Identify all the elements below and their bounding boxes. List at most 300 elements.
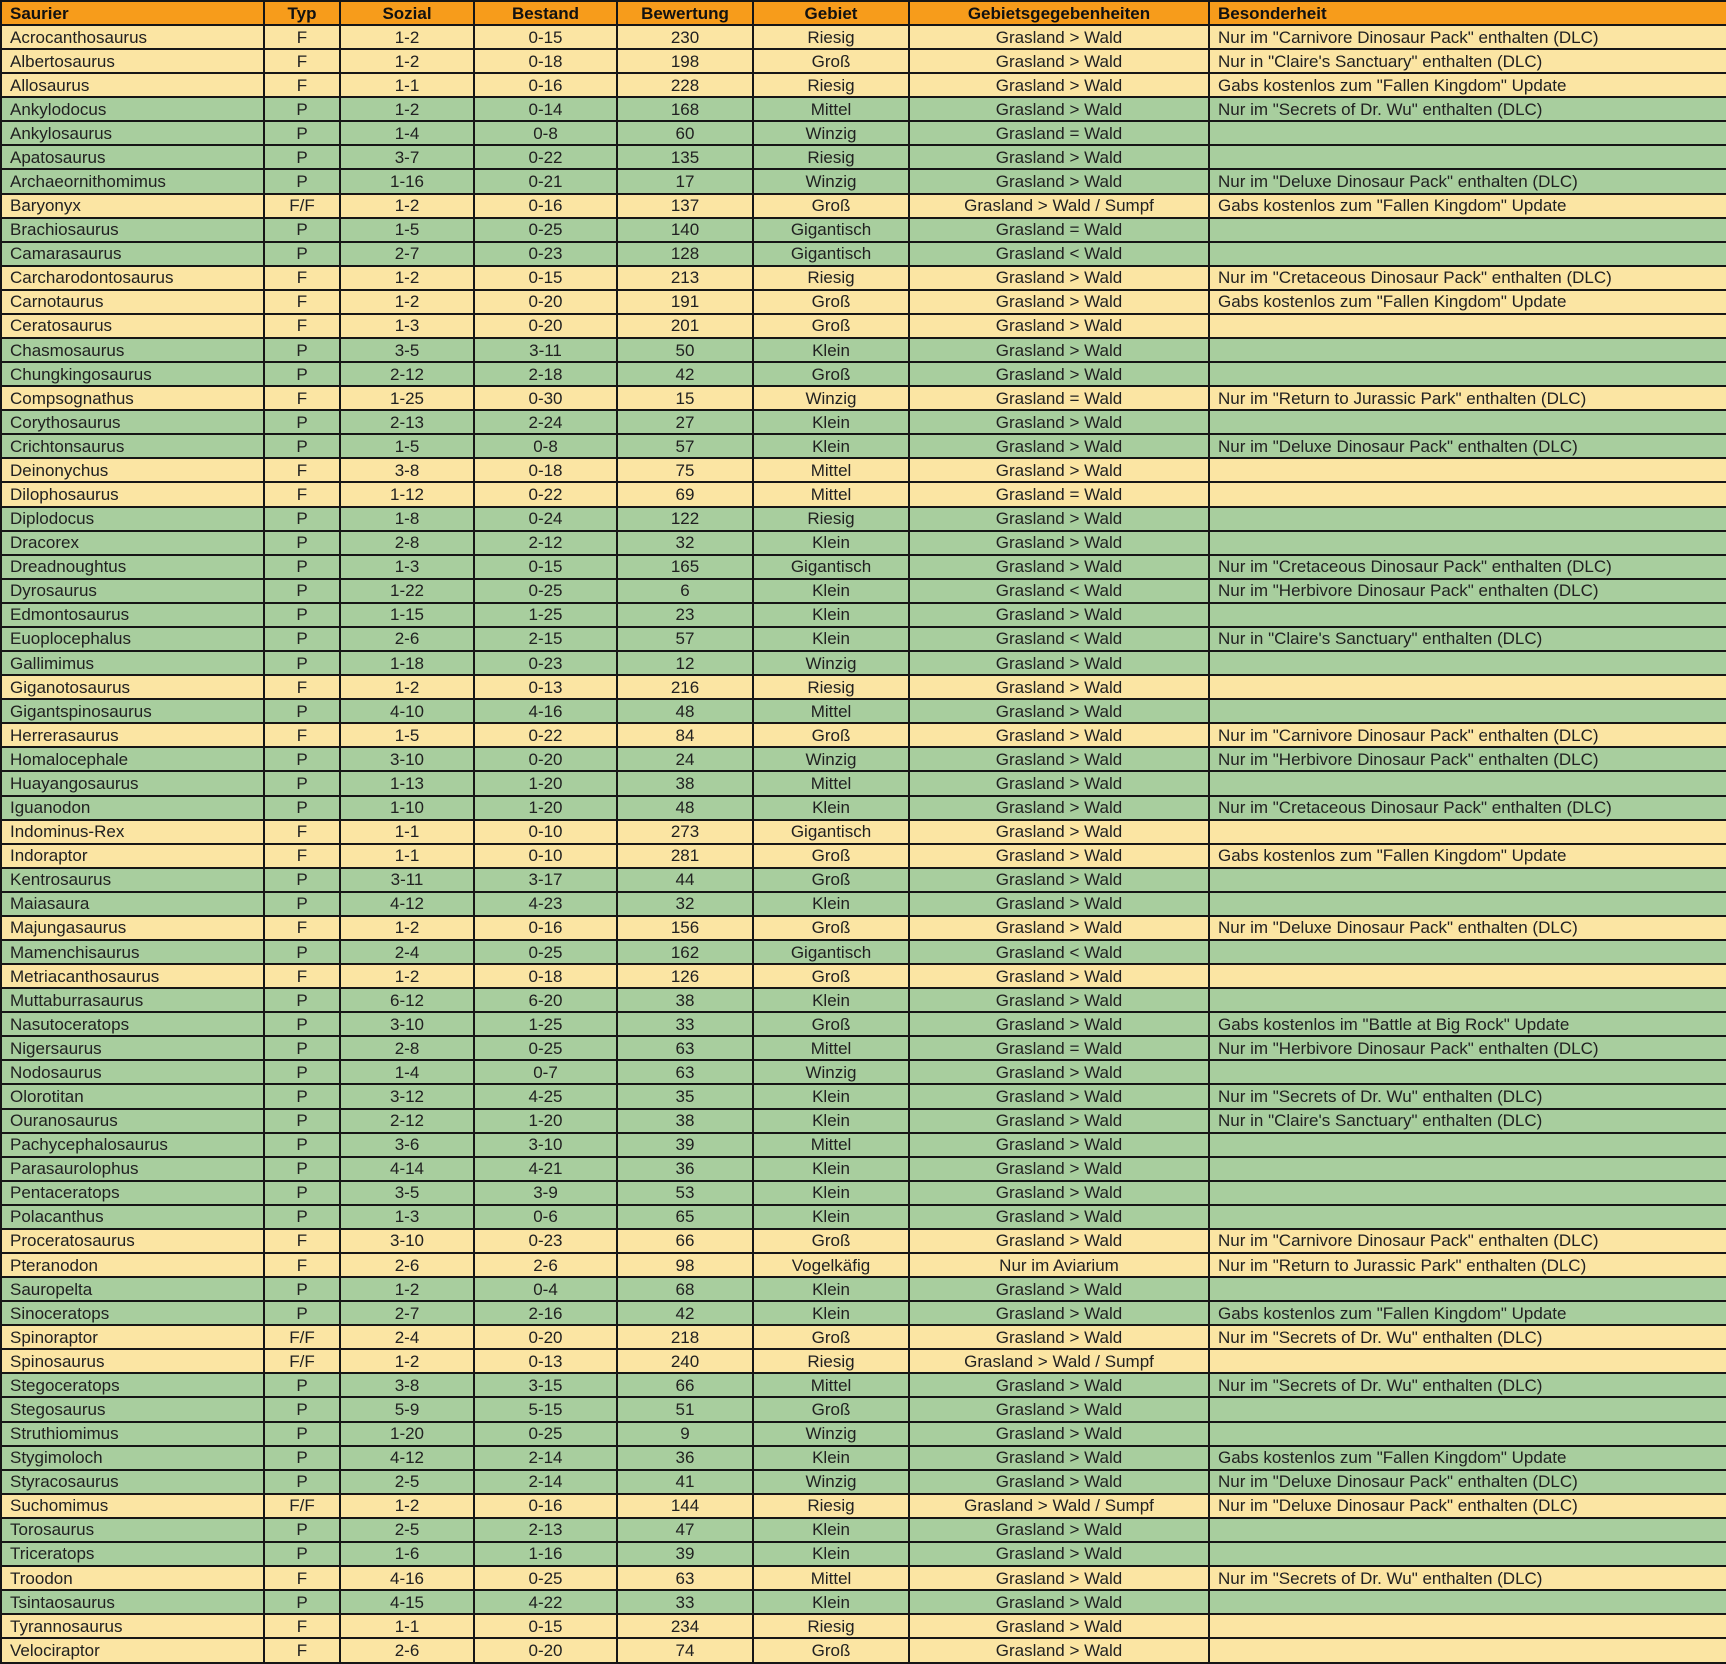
cell-gebietsgegebenheiten: Grasland > Wald: [909, 1397, 1209, 1421]
cell-gebietsgegebenheiten: Grasland > Wald / Sumpf: [909, 194, 1209, 218]
cell-sozial: 2-6: [340, 1253, 474, 1277]
cell-sozial: 1-4: [340, 121, 474, 145]
cell-saurier: Suchomimus: [1, 1494, 264, 1518]
cell-gebiet: Mittel: [753, 1373, 909, 1397]
cell-gebiet: Groß: [753, 362, 909, 386]
table-row: [1, 699, 1726, 723]
cell-bewertung: 156: [617, 916, 753, 940]
cell-saurier: Chungkingosaurus: [1, 362, 264, 386]
cell-besonderheit: [1209, 964, 1726, 988]
cell-saurier: Ankylodocus: [1, 97, 264, 121]
table-row: [1, 723, 1726, 747]
cell-gebietsgegebenheiten: Grasland > Wald: [909, 1470, 1209, 1494]
cell-bestand: 4-21: [474, 1157, 617, 1181]
table-row: [1, 1446, 1726, 1470]
table-row: [1, 627, 1726, 651]
cell-gebietsgegebenheiten: Grasland > Wald: [909, 25, 1209, 49]
cell-bewertung: 9: [617, 1422, 753, 1446]
cell-bestand: 0-23: [474, 1229, 617, 1253]
cell-gebiet: Klein: [753, 796, 909, 820]
cell-gebietsgegebenheiten: Grasland > Wald: [909, 1446, 1209, 1470]
cell-bewertung: 53: [617, 1181, 753, 1205]
cell-saurier: Parasaurolophus: [1, 1157, 264, 1181]
cell-typ: F/F: [264, 1494, 340, 1518]
cell-bewertung: 38: [617, 988, 753, 1012]
cell-gebiet: Groß: [753, 916, 909, 940]
table-row: [1, 1566, 1726, 1590]
table-row: [1, 458, 1726, 482]
cell-saurier: Ouranosaurus: [1, 1109, 264, 1133]
cell-saurier: Stegosaurus: [1, 1397, 264, 1421]
cell-saurier: Euoplocephalus: [1, 627, 264, 651]
cell-bestand: 0-4: [474, 1277, 617, 1301]
cell-bestand: 0-20: [474, 314, 617, 338]
cell-bewertung: 69: [617, 482, 753, 506]
cell-typ: F/F: [264, 1349, 340, 1373]
cell-gebietsgegebenheiten: Grasland > Wald: [909, 49, 1209, 73]
cell-besonderheit: [1209, 1205, 1726, 1229]
cell-bestand: 0-15: [474, 555, 617, 579]
table-row: [1, 675, 1726, 699]
cell-sozial: 2-4: [340, 940, 474, 964]
cell-typ: P: [264, 1422, 340, 1446]
cell-bewertung: 191: [617, 290, 753, 314]
cell-gebiet: Riesig: [753, 1494, 909, 1518]
cell-gebietsgegebenheiten: Grasland > Wald: [909, 1325, 1209, 1349]
cell-gebietsgegebenheiten: Grasland > Wald: [909, 434, 1209, 458]
cell-typ: P: [264, 145, 340, 169]
cell-sozial: 1-6: [340, 1542, 474, 1566]
cell-besonderheit: [1209, 1638, 1726, 1663]
cell-gebietsgegebenheiten: Grasland > Wald: [909, 1422, 1209, 1446]
cell-gebietsgegebenheiten: Grasland > Wald: [909, 1614, 1209, 1638]
cell-bewertung: 63: [617, 1566, 753, 1590]
table-row: [1, 362, 1726, 386]
cell-besonderheit: [1209, 1060, 1726, 1084]
cell-sozial: 2-12: [340, 362, 474, 386]
cell-gebiet: Groß: [753, 1397, 909, 1421]
cell-bewertung: 65: [617, 1205, 753, 1229]
cell-sozial: 2-6: [340, 1638, 474, 1663]
table-row: [1, 1181, 1726, 1205]
table-row: [1, 194, 1726, 218]
cell-sozial: 3-5: [340, 338, 474, 362]
cell-gebiet: Groß: [753, 314, 909, 338]
cell-typ: P: [264, 410, 340, 434]
cell-typ: P: [264, 362, 340, 386]
cell-bestand: 0-18: [474, 964, 617, 988]
cell-gebiet: Vogelkäfig: [753, 1253, 909, 1277]
cell-gebietsgegebenheiten: Grasland > Wald: [909, 747, 1209, 771]
cell-gebiet: Groß: [753, 868, 909, 892]
cell-besonderheit: [1209, 1590, 1726, 1614]
cell-gebietsgegebenheiten: Grasland > Wald: [909, 1518, 1209, 1542]
cell-gebiet: Groß: [753, 1012, 909, 1036]
cell-bewertung: 68: [617, 1277, 753, 1301]
table-row: [1, 266, 1726, 290]
cell-bestand: 0-30: [474, 386, 617, 410]
cell-gebietsgegebenheiten: Grasland > Wald: [909, 555, 1209, 579]
cell-typ: P: [264, 1590, 340, 1614]
table-row: [1, 1470, 1726, 1494]
cell-gebietsgegebenheiten: Grasland > Wald: [909, 1638, 1209, 1663]
cell-saurier: Muttaburrasaurus: [1, 988, 264, 1012]
table-row: [1, 1614, 1726, 1638]
cell-typ: P: [264, 1397, 340, 1421]
cell-gebiet: Riesig: [753, 145, 909, 169]
cell-bestand: 2-16: [474, 1301, 617, 1325]
cell-typ: P: [264, 1301, 340, 1325]
column-header-besonderheit: Besonderheit: [1209, 1, 1726, 25]
cell-sozial: 3-6: [340, 1133, 474, 1157]
cell-bewertung: 57: [617, 434, 753, 458]
cell-gebiet: Mittel: [753, 699, 909, 723]
cell-gebietsgegebenheiten: Grasland > Wald: [909, 1229, 1209, 1253]
cell-saurier: Mamenchisaurus: [1, 940, 264, 964]
cell-typ: P: [264, 507, 340, 531]
cell-sozial: 1-2: [340, 916, 474, 940]
cell-bestand: 0-25: [474, 1036, 617, 1060]
cell-sozial: 1-1: [340, 73, 474, 97]
cell-gebiet: Mittel: [753, 1566, 909, 1590]
column-header-bestand: Bestand: [474, 1, 617, 25]
cell-gebiet: Klein: [753, 531, 909, 555]
cell-sozial: 3-8: [340, 458, 474, 482]
table-row: [1, 892, 1726, 916]
cell-saurier: Iguanodon: [1, 796, 264, 820]
cell-saurier: Nasutoceratops: [1, 1012, 264, 1036]
cell-typ: P: [264, 1518, 340, 1542]
table-row: [1, 1084, 1726, 1108]
column-header-gebietsgegebenheiten: Gebietsgegebenheiten: [909, 1, 1209, 25]
cell-bewertung: 216: [617, 675, 753, 699]
cell-sozial: 2-6: [340, 627, 474, 651]
cell-sozial: 1-22: [340, 579, 474, 603]
cell-saurier: Gallimimus: [1, 651, 264, 675]
cell-gebiet: Riesig: [753, 1614, 909, 1638]
cell-sozial: 4-10: [340, 699, 474, 723]
cell-bewertung: 144: [617, 1494, 753, 1518]
cell-saurier: Edmontosaurus: [1, 603, 264, 627]
cell-bewertung: 32: [617, 892, 753, 916]
cell-besonderheit: Gabs kostenlos zum "Fallen Kingdom" Update: [1209, 844, 1726, 868]
cell-bestand: 4-25: [474, 1084, 617, 1108]
cell-gebietsgegebenheiten: Grasland > Wald: [909, 1133, 1209, 1157]
cell-gebiet: Klein: [753, 1446, 909, 1470]
cell-sozial: 6-12: [340, 988, 474, 1012]
cell-gebietsgegebenheiten: Grasland > Wald / Sumpf: [909, 1494, 1209, 1518]
cell-sozial: 1-16: [340, 169, 474, 193]
cell-saurier: Camarasaurus: [1, 242, 264, 266]
cell-besonderheit: Nur in "Claire's Sanctuary" enthalten (DLC): [1209, 1109, 1726, 1133]
cell-typ: P: [264, 796, 340, 820]
cell-bestand: 0-15: [474, 1614, 617, 1638]
table-row: [1, 482, 1726, 506]
table-row: [1, 796, 1726, 820]
cell-saurier: Diplodocus: [1, 507, 264, 531]
cell-gebietsgegebenheiten: Grasland > Wald: [909, 1060, 1209, 1084]
cell-besonderheit: [1209, 1397, 1726, 1421]
cell-gebiet: Winzig: [753, 121, 909, 145]
cell-gebietsgegebenheiten: Grasland > Wald: [909, 410, 1209, 434]
cell-typ: P: [264, 121, 340, 145]
cell-gebiet: Winzig: [753, 386, 909, 410]
cell-sozial: 1-10: [340, 796, 474, 820]
table-row: [1, 25, 1726, 49]
cell-sozial: 1-1: [340, 844, 474, 868]
cell-typ: F: [264, 290, 340, 314]
cell-gebiet: Mittel: [753, 97, 909, 121]
cell-saurier: Pachycephalosaurus: [1, 1133, 264, 1157]
cell-bestand: 1-20: [474, 796, 617, 820]
cell-besonderheit: Nur im "Cretaceous Dinosaur Pack" enthalten (DLC): [1209, 266, 1726, 290]
cell-sozial: 2-4: [340, 1325, 474, 1349]
cell-gebietsgegebenheiten: Grasland > Wald: [909, 169, 1209, 193]
cell-sozial: 2-12: [340, 1109, 474, 1133]
cell-gebietsgegebenheiten: Grasland > Wald: [909, 145, 1209, 169]
table-row: [1, 603, 1726, 627]
cell-sozial: 4-15: [340, 1590, 474, 1614]
cell-bewertung: 33: [617, 1012, 753, 1036]
cell-bewertung: 17: [617, 169, 753, 193]
cell-saurier: Ankylosaurus: [1, 121, 264, 145]
cell-gebiet: Groß: [753, 1638, 909, 1663]
cell-sozial: 1-2: [340, 1494, 474, 1518]
cell-saurier: Albertosaurus: [1, 49, 264, 73]
cell-gebiet: Klein: [753, 1518, 909, 1542]
cell-bestand: 0-15: [474, 25, 617, 49]
cell-gebietsgegebenheiten: Grasland > Wald: [909, 1590, 1209, 1614]
cell-typ: P: [264, 1012, 340, 1036]
cell-besonderheit: [1209, 218, 1726, 242]
table-row: [1, 1012, 1726, 1036]
cell-typ: P: [264, 555, 340, 579]
cell-saurier: Struthiomimus: [1, 1422, 264, 1446]
cell-bestand: 0-15: [474, 266, 617, 290]
cell-gebietsgegebenheiten: Grasland > Wald: [909, 1566, 1209, 1590]
cell-gebiet: Riesig: [753, 507, 909, 531]
cell-sozial: 2-5: [340, 1470, 474, 1494]
cell-gebiet: Winzig: [753, 651, 909, 675]
cell-typ: P: [264, 699, 340, 723]
cell-typ: P: [264, 1470, 340, 1494]
cell-typ: F: [264, 1638, 340, 1663]
cell-saurier: Maiasaura: [1, 892, 264, 916]
cell-bewertung: 140: [617, 218, 753, 242]
cell-sozial: 1-25: [340, 386, 474, 410]
cell-bewertung: 63: [617, 1036, 753, 1060]
cell-bewertung: 32: [617, 531, 753, 555]
cell-besonderheit: [1209, 1277, 1726, 1301]
cell-saurier: Giganotosaurus: [1, 675, 264, 699]
cell-saurier: Nodosaurus: [1, 1060, 264, 1084]
cell-bewertung: 126: [617, 964, 753, 988]
cell-gebietsgegebenheiten: Grasland > Wald / Sumpf: [909, 1349, 1209, 1373]
cell-bestand: 0-8: [474, 121, 617, 145]
cell-gebiet: Klein: [753, 1277, 909, 1301]
cell-sozial: 1-20: [340, 1422, 474, 1446]
cell-gebietsgegebenheiten: Grasland > Wald: [909, 892, 1209, 916]
cell-typ: F/F: [264, 1325, 340, 1349]
cell-typ: F: [264, 723, 340, 747]
cell-gebietsgegebenheiten: Grasland > Wald: [909, 1012, 1209, 1036]
table-row: [1, 218, 1726, 242]
table-row: [1, 121, 1726, 145]
cell-besonderheit: Nur im "Deluxe Dinosaur Pack" enthalten (DLC): [1209, 1494, 1726, 1518]
cell-bewertung: 122: [617, 507, 753, 531]
cell-besonderheit: Gabs kostenlos im "Battle at Big Rock" Update: [1209, 1012, 1726, 1036]
cell-besonderheit: Nur im "Cretaceous Dinosaur Pack" enthalten (DLC): [1209, 555, 1726, 579]
cell-besonderheit: Nur im "Deluxe Dinosaur Pack" enthalten (DLC): [1209, 169, 1726, 193]
table-body: [1, 25, 1726, 1663]
cell-besonderheit: [1209, 1518, 1726, 1542]
cell-bewertung: 39: [617, 1542, 753, 1566]
cell-bewertung: 281: [617, 844, 753, 868]
cell-saurier: Brachiosaurus: [1, 218, 264, 242]
cell-gebietsgegebenheiten: Grasland > Wald: [909, 73, 1209, 97]
table-row: [1, 1542, 1726, 1566]
cell-gebiet: Gigantisch: [753, 940, 909, 964]
cell-typ: P: [264, 1109, 340, 1133]
cell-gebiet: Winzig: [753, 747, 909, 771]
cell-typ: P: [264, 940, 340, 964]
table-row: [1, 1229, 1726, 1253]
cell-gebiet: Winzig: [753, 169, 909, 193]
cell-bestand: 3-17: [474, 868, 617, 892]
cell-gebietsgegebenheiten: Grasland > Wald: [909, 507, 1209, 531]
cell-gebietsgegebenheiten: Grasland > Wald: [909, 964, 1209, 988]
cell-gebietsgegebenheiten: Grasland > Wald: [909, 1301, 1209, 1325]
cell-besonderheit: Nur in "Claire's Sanctuary" enthalten (DLC): [1209, 627, 1726, 651]
cell-gebietsgegebenheiten: Grasland > Wald: [909, 988, 1209, 1012]
cell-besonderheit: [1209, 458, 1726, 482]
cell-gebietsgegebenheiten: Grasland < Wald: [909, 242, 1209, 266]
cell-besonderheit: [1209, 531, 1726, 555]
cell-gebiet: Klein: [753, 1084, 909, 1108]
cell-gebiet: Klein: [753, 1205, 909, 1229]
cell-gebiet: Klein: [753, 579, 909, 603]
cell-gebiet: Groß: [753, 1229, 909, 1253]
cell-bestand: 0-23: [474, 651, 617, 675]
cell-saurier: Triceratops: [1, 1542, 264, 1566]
cell-bestand: 0-20: [474, 290, 617, 314]
cell-bestand: 1-25: [474, 603, 617, 627]
table-row: [1, 1422, 1726, 1446]
cell-bewertung: 42: [617, 362, 753, 386]
cell-bestand: 5-15: [474, 1397, 617, 1421]
cell-bewertung: 50: [617, 338, 753, 362]
cell-sozial: 2-8: [340, 1036, 474, 1060]
cell-saurier: Velociraptor: [1, 1638, 264, 1663]
table-row: [1, 434, 1726, 458]
cell-bewertung: 201: [617, 314, 753, 338]
table-row: [1, 1109, 1726, 1133]
cell-bestand: 1-16: [474, 1542, 617, 1566]
cell-typ: P: [264, 1036, 340, 1060]
cell-besonderheit: Nur im "Secrets of Dr. Wu" enthalten (DLC): [1209, 1373, 1726, 1397]
table-row: [1, 1494, 1726, 1518]
cell-sozial: 2-7: [340, 1301, 474, 1325]
cell-bewertung: 36: [617, 1157, 753, 1181]
cell-sozial: 1-5: [340, 723, 474, 747]
cell-bestand: 0-25: [474, 218, 617, 242]
cell-sozial: 3-12: [340, 1084, 474, 1108]
cell-bewertung: 137: [617, 194, 753, 218]
cell-besonderheit: [1209, 145, 1726, 169]
cell-bestand: 0-16: [474, 916, 617, 940]
cell-besonderheit: [1209, 1349, 1726, 1373]
cell-sozial: 1-2: [340, 49, 474, 73]
cell-typ: F: [264, 964, 340, 988]
cell-bewertung: 47: [617, 1518, 753, 1542]
table-row: [1, 579, 1726, 603]
cell-besonderheit: Nur im "Return to Jurassic Park" enthalten (DLC): [1209, 386, 1726, 410]
cell-typ: P: [264, 531, 340, 555]
cell-bewertung: 218: [617, 1325, 753, 1349]
cell-saurier: Dyrosaurus: [1, 579, 264, 603]
cell-besonderheit: [1209, 410, 1726, 434]
cell-sozial: 2-7: [340, 242, 474, 266]
cell-saurier: Proceratosaurus: [1, 1229, 264, 1253]
cell-saurier: Gigantspinosaurus: [1, 699, 264, 723]
cell-saurier: Pentaceratops: [1, 1181, 264, 1205]
table-row: [1, 314, 1726, 338]
cell-besonderheit: [1209, 820, 1726, 844]
cell-bestand: 0-20: [474, 1325, 617, 1349]
cell-gebietsgegebenheiten: Grasland = Wald: [909, 218, 1209, 242]
cell-bestand: 6-20: [474, 988, 617, 1012]
cell-besonderheit: Gabs kostenlos zum "Fallen Kingdom" Update: [1209, 1446, 1726, 1470]
column-header-gebiet: Gebiet: [753, 1, 909, 25]
table-row: [1, 1205, 1726, 1229]
cell-sozial: 4-14: [340, 1157, 474, 1181]
cell-bewertung: 240: [617, 1349, 753, 1373]
cell-bestand: 2-18: [474, 362, 617, 386]
table-row: [1, 1590, 1726, 1614]
cell-sozial: 4-12: [340, 1446, 474, 1470]
cell-saurier: Stygimoloch: [1, 1446, 264, 1470]
cell-besonderheit: [1209, 1614, 1726, 1638]
cell-besonderheit: Gabs kostenlos zum "Fallen Kingdom" Update: [1209, 73, 1726, 97]
cell-typ: P: [264, 651, 340, 675]
cell-typ: P: [264, 218, 340, 242]
cell-typ: F: [264, 1229, 340, 1253]
cell-gebietsgegebenheiten: Grasland < Wald: [909, 940, 1209, 964]
cell-bestand: 0-16: [474, 73, 617, 97]
cell-sozial: 3-10: [340, 1229, 474, 1253]
cell-gebietsgegebenheiten: Grasland > Wald: [909, 531, 1209, 555]
cell-gebietsgegebenheiten: Grasland > Wald: [909, 314, 1209, 338]
cell-gebietsgegebenheiten: Grasland > Wald: [909, 1277, 1209, 1301]
cell-sozial: 1-2: [340, 964, 474, 988]
cell-gebiet: Riesig: [753, 73, 909, 97]
cell-gebiet: Gigantisch: [753, 820, 909, 844]
table-row: [1, 338, 1726, 362]
cell-gebietsgegebenheiten: Grasland > Wald: [909, 916, 1209, 940]
cell-gebiet: Riesig: [753, 1349, 909, 1373]
cell-gebiet: Klein: [753, 1301, 909, 1325]
cell-bestand: 3-15: [474, 1373, 617, 1397]
cell-bestand: 0-22: [474, 482, 617, 506]
cell-bewertung: 165: [617, 555, 753, 579]
cell-gebietsgegebenheiten: Grasland > Wald: [909, 820, 1209, 844]
cell-gebiet: Klein: [753, 1590, 909, 1614]
cell-gebietsgegebenheiten: Grasland > Wald: [909, 699, 1209, 723]
cell-gebietsgegebenheiten: Grasland > Wald: [909, 1181, 1209, 1205]
cell-gebietsgegebenheiten: Grasland > Wald: [909, 1109, 1209, 1133]
table-row: [1, 747, 1726, 771]
cell-saurier: Huayangosaurus: [1, 771, 264, 795]
